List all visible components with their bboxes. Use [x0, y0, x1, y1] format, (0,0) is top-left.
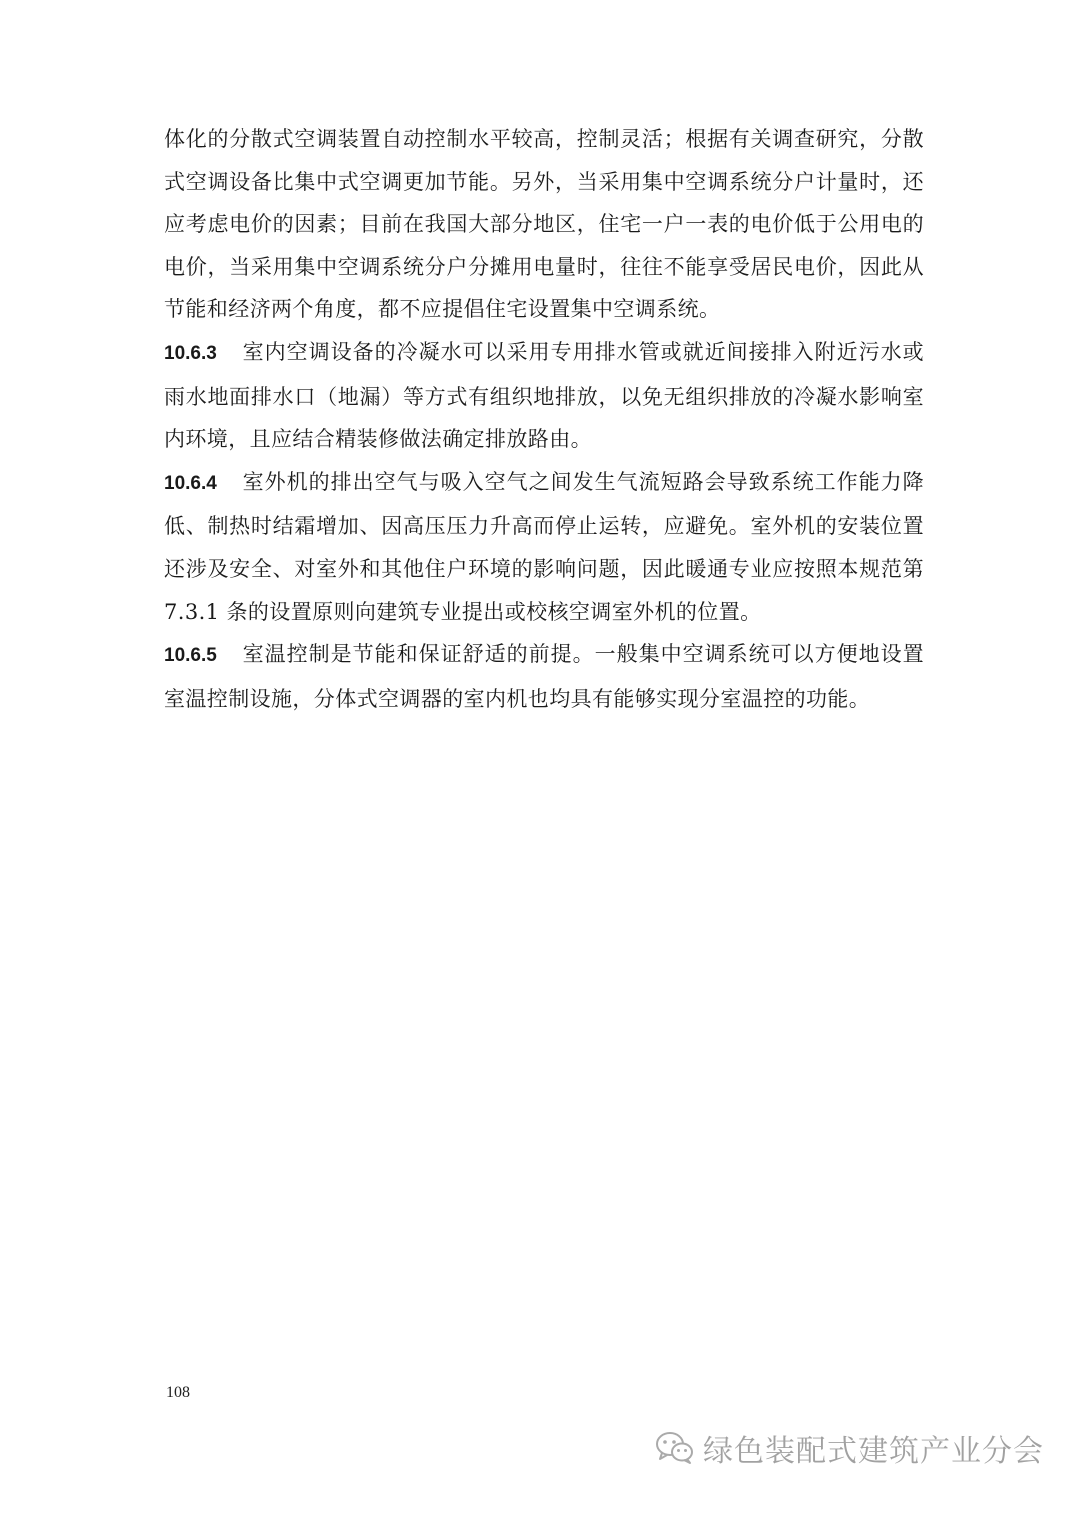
clause-text: 室外机的排出空气与吸入空气之间发生气流短路会导致系统工作能力降低、制热时结霜增加、因高压压力升高而停止运转，应避免。室外机的安装位置还涉及安全、对室外和其他住户环境的影响问题，因此暖通专业应按照本规范第 7.3.1 条的设置原则向建筑专业提出或校核空调室外机的位置。 — [164, 469, 924, 624]
intro-paragraph: 体化的分散式空调装置自动控制水平较高，控制灵活；根据有关调查研究，分散式空调设备比集中式空调更加节能。另外，当采用集中空调系统分户计量时，还应考虑电价的因素；目前在我国大部分地区，住宅一户一表的电价低于公用电的电价，当采用集中空调系统分户分摊用电量时，往往不能享受居民电价，因此从节能和经济两个角度，都不应提倡住宅设置集中空调系统。 — [164, 127, 924, 322]
clause-text: 室温控制是节能和保证舒适的前提。一般集中空调系统可以方便地设置室温控制设施，分体式空调器的室内机也均具有能够实现分室温控的功能。 — [164, 642, 924, 711]
clause-number: 10.6.3 — [164, 342, 217, 364]
page-number: 108 — [166, 1384, 190, 1401]
clause-10-6-5 — [164, 633, 924, 720]
wechat-icon — [655, 1431, 695, 1465]
clause-10-6-4 — [164, 461, 924, 633]
clause-text: 室内空调设备的冷凝水可以采用专用排水管或就近间接排入附近污水或雨水地面排水口（地漏）等方式有组织地排放，以免无组织排放的冷凝水影响室内环境，且应结合精装修做法确定排放路由。 — [164, 339, 924, 452]
body-text — [164, 118, 924, 720]
watermark-text: 绿色装配式建筑产业分会 — [703, 1434, 1044, 1469]
watermark — [655, 1426, 1044, 1470]
clause-number: 10.6.5 — [164, 645, 217, 667]
clause-number: 10.6.4 — [164, 472, 217, 494]
clause-10-6-3 — [164, 331, 924, 461]
